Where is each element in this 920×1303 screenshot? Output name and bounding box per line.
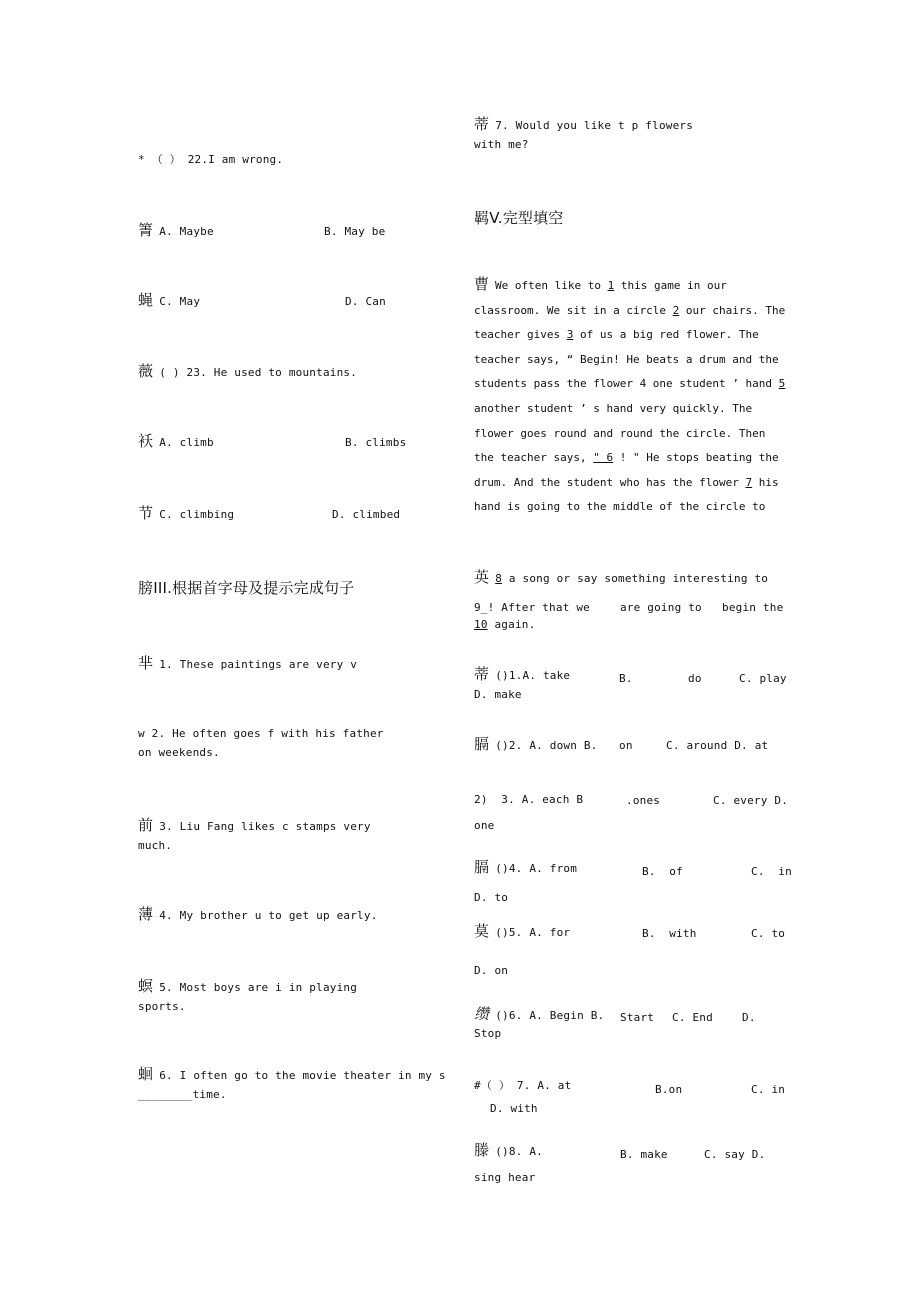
sentence-6 xyxy=(138,1065,446,1104)
sentence-7-text: 7. Would you like t p flowers with me? xyxy=(474,119,694,151)
blank-3: 3 xyxy=(566,328,574,342)
option-3-c: C. every D. xyxy=(713,794,789,807)
passage-text: again. xyxy=(487,618,536,631)
margin-mark: 蝇 xyxy=(138,291,154,309)
passage-text: We often like to xyxy=(495,279,608,292)
blank-1: 1 xyxy=(607,279,615,292)
option-3-b: .ones xyxy=(626,794,661,807)
option-a: A. Maybe xyxy=(159,225,214,238)
option-7-d: D. with xyxy=(490,1102,538,1115)
cloze-passage xyxy=(474,272,790,520)
section-3-heading: 膀III.根据首字母及提示完成句子 xyxy=(138,579,355,597)
margin-mark: 莫 xyxy=(474,922,490,940)
passage-text: our chairs. The teacher gives xyxy=(474,303,786,342)
option-c: C. climbing xyxy=(159,508,235,521)
sentence-3-text: 3. Liu Fang likes c stamps very much. xyxy=(138,820,371,852)
blank-7: 7 xyxy=(745,475,753,489)
option-7-b: B.on xyxy=(655,1083,683,1096)
sentence-1-text: 1. These paintings are very v xyxy=(159,658,358,671)
option-5-c: C. to xyxy=(751,927,786,940)
option-d: D. climbed xyxy=(332,508,401,521)
option-7-c: C. in xyxy=(751,1083,786,1096)
passage-line-8 xyxy=(474,568,768,588)
margin-mark: 袄 xyxy=(138,432,154,450)
option-4-c: C. in xyxy=(751,865,792,878)
q23-options-ab xyxy=(138,432,214,452)
margin-mark: 膈 xyxy=(474,735,490,753)
passage-text: a song or say something interesting to xyxy=(502,572,769,585)
option-2-c: C. around D. at xyxy=(666,739,769,752)
option-4-d: D. to xyxy=(474,891,509,904)
sentence-1 xyxy=(138,654,357,674)
margin-mark: 薄 xyxy=(138,905,154,923)
q22-options-ab xyxy=(138,221,214,241)
option-2-a: ()2. A. down B. xyxy=(495,739,598,752)
blank-10: 10 xyxy=(474,618,488,631)
passage-line-9c: begin the xyxy=(722,601,784,614)
passage-text: his hand is going to the middle of the circle to xyxy=(474,475,779,514)
margin-mark: 蒂 xyxy=(474,115,490,133)
margin-mark: 薇 xyxy=(138,362,154,380)
option-6-c: C. End xyxy=(672,1011,713,1024)
margin-mark: 螟 xyxy=(138,977,154,995)
margin-mark: 箐 xyxy=(138,221,154,239)
sentence-7 xyxy=(474,115,693,154)
margin-mark: 节 xyxy=(138,504,154,522)
question-23-text: ( ) 23. He used to mountains. xyxy=(159,366,358,379)
margin-mark: 芈 xyxy=(138,654,154,672)
passage-line-10 xyxy=(474,615,535,634)
option-6-b: Start xyxy=(620,1011,655,1024)
blank-8: 8 xyxy=(495,572,503,585)
margin-mark: 英 xyxy=(474,568,490,586)
margin-mark: 缵 xyxy=(474,1005,490,1023)
option-b: B. climbs xyxy=(345,436,407,449)
option-1-c: C. play xyxy=(739,672,787,685)
option-1-b-text: do xyxy=(688,672,702,685)
option-6-d-text: Stop xyxy=(474,1027,502,1040)
passage-text: this game in our classroom. We sit in a circle xyxy=(474,279,727,317)
option-8-c: C. say D. xyxy=(704,1148,766,1161)
option-1-d: D. make xyxy=(474,688,522,701)
option-8-d: sing hear xyxy=(474,1171,536,1184)
margin-mark: 膈 xyxy=(474,858,490,876)
option-5-d: D. on xyxy=(474,964,509,977)
sentence-6-text: 6. I often go to the movie theater in my s ________time. xyxy=(138,1069,446,1101)
passage-text: of us a big red flower. The teacher says, “ Begin! He beats a drum and the students pass the flower 4 one student ’ hand xyxy=(474,328,779,391)
option-row-6 xyxy=(474,1005,604,1025)
option-3-d: one xyxy=(474,819,495,832)
passage-text: another student ’ s hand very quickly. The flower goes round and round the circle. Then the teacher says, xyxy=(474,401,766,465)
sentence-5 xyxy=(138,977,357,1016)
sentence-2: w 2. He often goes f with his father on weekends. xyxy=(138,727,384,759)
passage-text: ! " He stops beating the drum. And the student who has the flower xyxy=(474,451,779,489)
option-d: D. Can xyxy=(345,295,386,308)
margin-mark: 前 xyxy=(138,816,154,834)
question-23 xyxy=(138,362,357,382)
option-2-b: on xyxy=(619,739,633,752)
margin-mark: 蛔 xyxy=(138,1065,154,1083)
option-5-a: ()5. A. for xyxy=(495,926,571,939)
option-row-2 xyxy=(474,735,598,755)
question-22: * （ ） 22.I am wrong. xyxy=(138,153,284,166)
option-1-b: B. xyxy=(619,672,633,685)
option-a: A. climb xyxy=(159,436,214,449)
option-row-1 xyxy=(474,665,570,685)
sentence-5-text: 5. Most boys are i in playing sports. xyxy=(138,981,358,1013)
passage-line-9b: are going to xyxy=(620,601,702,614)
blank-6: " 6 xyxy=(593,451,614,465)
sentence-3 xyxy=(138,816,371,855)
option-c: C. May xyxy=(159,295,201,308)
option-b: B. May be xyxy=(324,225,386,238)
option-8-a: ()8. A. xyxy=(495,1145,543,1158)
blank-5: 5 xyxy=(778,377,786,391)
margin-mark: 滕 xyxy=(474,1141,490,1159)
q23-options-cd xyxy=(138,504,234,524)
margin-mark: 曹 xyxy=(474,275,490,293)
option-6-a: ()6. A. Begin B. xyxy=(495,1009,605,1022)
option-row-5 xyxy=(474,922,570,942)
section-5-heading: 羁V.完型填空 xyxy=(474,209,564,227)
option-7-a: #（ ） 7. A. at xyxy=(474,1079,572,1092)
margin-mark: 蒂 xyxy=(474,665,490,683)
option-8-b: B. make xyxy=(620,1148,668,1161)
passage-line-9a: 9_! After that we xyxy=(474,601,590,614)
option-4-b: B. of xyxy=(642,865,683,878)
sentence-4-text: 4. My brother u to get up early. xyxy=(159,909,378,922)
option-row-4 xyxy=(474,858,577,878)
option-1-a: ()1.A. take xyxy=(495,669,571,682)
option-row-8 xyxy=(474,1141,543,1161)
blank-2: 2 xyxy=(672,303,680,317)
q22-options-cd xyxy=(138,291,200,311)
option-4-a: ()4. A. from xyxy=(495,862,578,875)
sentence-4 xyxy=(138,905,378,925)
option-6-d: D. xyxy=(742,1011,756,1024)
option-2-a-row-3: 2) 3. A. each B xyxy=(474,793,584,806)
option-5-b: B. with xyxy=(642,927,697,940)
